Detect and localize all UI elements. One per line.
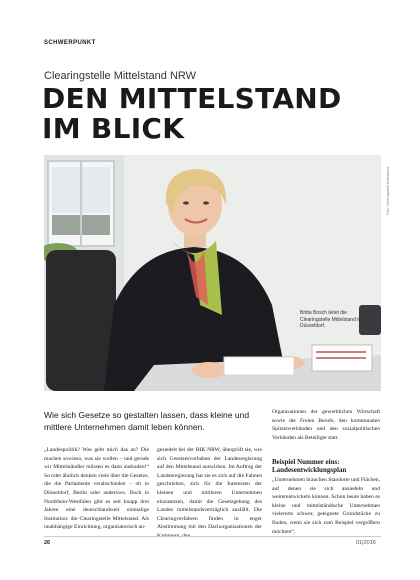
- body-column-1: „Landespolitik? Was geht mich das an? Die machen sowieso, was sie wollen – und gerade wir Mittelständler müssen es dann ausbaden!“ So oder ähnlich denken viele über die Gesetze, die die Parlamente verabschieden – ob in Düsseldorf, Berlin oder anderswo. Doch in Nordrhein-Westfalen gibt es seit knapp drei Jahren eine deutschlandweit einmalige Institution: die Clearingstelle Mittelstand. Als unabhängige Einrichtung, organisatorisch an-: [44, 447, 149, 531]
- footer-divider: [44, 536, 381, 537]
- photo-credit: Foto: Clearingstelle Mittelstand: [386, 166, 390, 215]
- body-column-3-body: „Unternehmen brauchen Standorte und Flächen, auf denen sie sich ansiedeln und weiterentwickeln können. Schon heute haben es kleine und mittelständische Unternehmen vielerorts schwer, geeignete Grundstücke zu finden, wenn sie sich zum Beispiel vergrößern möchten“,: [272, 477, 380, 535]
- section-label: SCHWERPUNKT: [44, 40, 96, 46]
- issue-number: 01|2016: [356, 540, 376, 546]
- photo-caption: Britta Bosch leitet die Clearingstelle Mittelstand in Düsseldorf.: [300, 310, 362, 329]
- article-photo: [44, 155, 381, 391]
- headline-line-2: IM BLICK: [42, 112, 185, 145]
- article-headline: [42, 84, 382, 144]
- page-number: 26: [44, 540, 51, 546]
- body-column-3-top: Organisationen der gewerblichen Wirtschaft sowie der Freien Berufe, den kommunalen Spitzenverbänden und den sozialpolitischen Verbänden als Beteiligte statt.: [272, 409, 380, 441]
- body-column-2: gesiedelt bei der IHK NRW, überprüft sie, wie sich Gesetzesvorhaben der Landesregierung auf den Mittelstand auswirken. Im Auftrag der Landesregierung hat sie es sich auf die Fahnen geschrieben, sich für die Interessen der kleinen und mittleren Unternehmen einzusetzen, damit die Gesetzgebung des Landes mittelstandsverträglich ausfällt. Die Clearingverfahren finden in enger Abstimmung mit den Dachorganisationen der Kammern, den: [157, 447, 262, 539]
- article-lead: Wie sich Gesetze so gestalten lassen, dass kleine und mittlere Unternehmen damit leben können.: [44, 410, 250, 432]
- body-subheading: Beispiel Nummer eins: Landesentwicklungsplan: [272, 458, 347, 474]
- article-kicker: Clearingstelle Mittelstand NRW: [44, 70, 197, 82]
- headline-line-1: DEN MITTELSTAND: [42, 82, 342, 115]
